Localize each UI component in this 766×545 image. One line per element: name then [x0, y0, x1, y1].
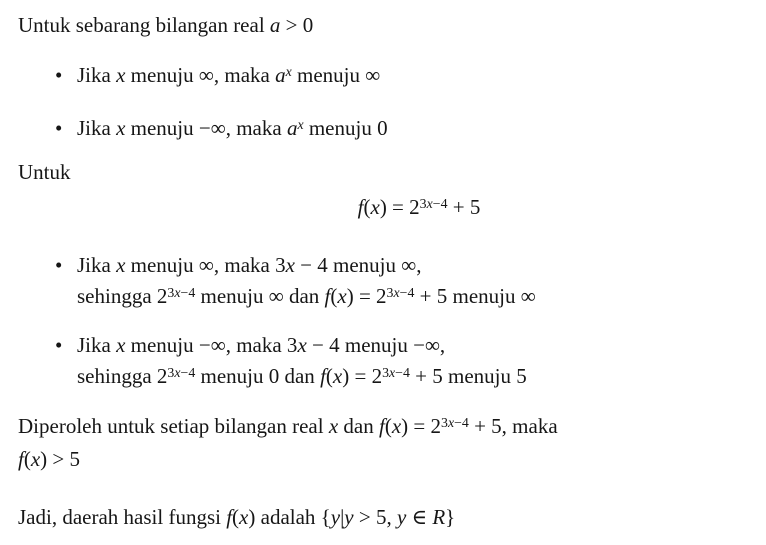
bullet-text — [77, 113, 388, 146]
paragraph-conclusion — [18, 502, 750, 533]
text-line: Untuk — [18, 160, 71, 184]
bullet-icon: • — [55, 116, 63, 140]
bullet-text — [77, 250, 536, 314]
text-line: Jika x menuju −∞, maka 3x − 4 menuju −∞, — [77, 333, 446, 357]
bullet-text — [77, 330, 527, 394]
text-line: Diperoleh untuk setiap bilangan real x dan $f(x) = 2^{3x-4} + 5$, maka — [18, 414, 558, 438]
bullet-icon: • — [55, 253, 63, 277]
bullet-item-f-to-five — [18, 330, 750, 394]
paragraph-diperoleh — [18, 411, 750, 475]
bullet-icon: • — [55, 63, 63, 87]
function-equation — [18, 190, 750, 227]
bullet-icon: • — [55, 333, 63, 357]
text-line: Jika x menuju ∞, maka $a^x$ menuju ∞ — [77, 63, 381, 87]
text-line: sehingga $2^{3x-4}$ menuju 0 dan $f(x) = 2^{3x-4} + 5$ menuju 5 — [77, 364, 527, 388]
bullet-text — [77, 60, 380, 93]
text-line: Jika x menuju ∞, maka 3x − 4 menuju ∞, — [77, 253, 422, 277]
text-line: sehingga $2^{3x-4}$ menuju ∞ dan $f(x) = 2^{3x-4} + 5$ menuju ∞ — [77, 284, 536, 308]
equation-line: $f(x) = 2^{3x-4} + 5$ — [357, 195, 481, 219]
paragraph-intro — [18, 10, 750, 41]
paragraph-untuk — [18, 157, 750, 188]
bullet-item-f-to-inf — [18, 250, 750, 314]
text-line: Jika x menuju −∞, maka $a^x$ menuju 0 — [77, 116, 388, 140]
text-line: Jadi, daerah hasil fungsi f(x) adalah {y|y > 5, y ∈ R} — [18, 505, 456, 529]
text-line: f(x) > 5 — [18, 447, 81, 471]
text-line: Untuk sebarang bilangan real a > 0 — [18, 13, 314, 37]
bullet-item-a-to-inf — [18, 60, 750, 93]
bullet-item-a-to-zero — [18, 113, 750, 146]
